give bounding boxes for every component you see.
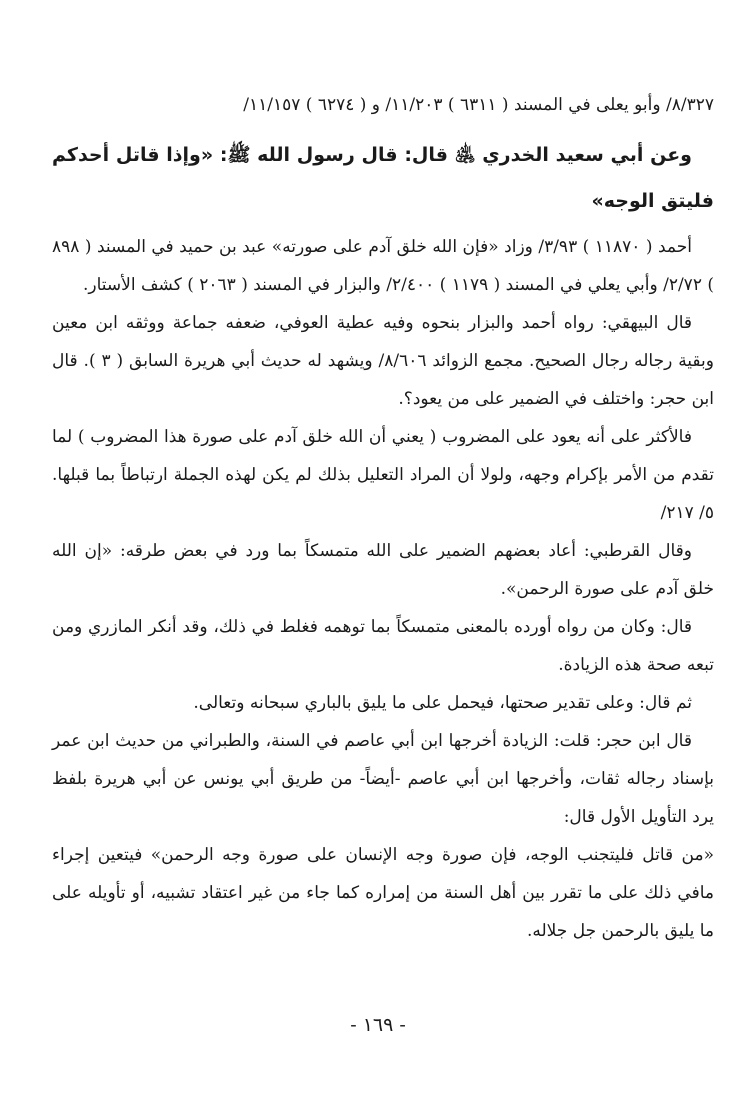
ibn-hajar-paragraph: قال ابن حجر: قلت: الزيادة أخرجها ابن أبي عاصم في السنة، والطبراني من حديث ابن عمر بإسناد رجاله ثقات، وأخرجها ابن أبي عاصم -أيضاً- من طريق أبي يونس عن أبي هريرة بلفظ يرد التأويل الأول قال: bbox=[52, 731, 714, 827]
closing-paragraph: «من قاتل فليتجنب الوجه، فإن صورة وجه الإنسان على صورة وجه الرحمن» فيتعين إجراء مافي ذلك على ما تقرر بين أهل السنة من إمراره كما جاء من غير اعتقاد تشبيه، أو تأويله على ما يليق بالرحمن جل جلاله. bbox=[52, 845, 714, 941]
majority-opinion-paragraph: فالأكثر على أنه يعود على المضروب ( يعني أن الله خلق آدم على صورة هذا المضروب ) لما تقدم من الأمر بإكرام وجهه، ولولا أن المراد التعليل بذلك لم يكن لهذه الجملة ارتباطاً بما قبلها. ٥/ ٢١٧/ bbox=[52, 427, 714, 523]
qurtubi-paragraph: وقال القرطبي: أعاد بعضهم الضمير على الله متمسكاً بما ورد في بعض طرقه: «إن الله خلق آدم على صورة الرحمن». bbox=[52, 541, 714, 599]
authenticity-paragraph: ثم قال: وعلى تقدير صحتها، فيحمل على ما يليق بالباري سبحانه وتعالى. bbox=[193, 693, 692, 713]
bayhaqi-commentary-paragraph: قال البيهقي: رواه أحمد والبزار بنحوه وفيه عطية العوفي، ضعفه جماعة ووثقه ابن معين وبقية رجاله رجال الصحيح. مجمع الزوائد ٨/٦٠٦/ ويشهد له حديث أبي هريرة السابق ( ٣ ). قال ابن حجر: واختلف في الضمير على من يعود؟. bbox=[52, 313, 714, 409]
narration-by-meaning-paragraph: قال: وكان من رواه أورده بالمعنى متمسكاً بما توهمه فغلط في ذلك، وقد أنكر المازري ومن تبعه صحة هذه الزيادة. bbox=[52, 617, 714, 675]
takhrij-paragraph: أحمد ( ١١٨٧٠ ) ٣/٩٣/ وزاد «فإن الله خلق آدم على صورته» عبد بن حميد في المسند ( ٨٩٨ ) ٢/٧٢/ وأبي يعلي في المسند ( ١١٧٩ ) ٢/٤٠٠/ والبزار في المسند ( ٢٠٦٣ ) كشف الأستار. bbox=[52, 237, 714, 295]
hadith-text: وعن أبي سعيد الخدري ﵁ قال: قال رسول الله ﷺ: «وإذا قاتل أحدكم فليتق الوجه» bbox=[52, 144, 714, 212]
page-body bbox=[52, 82, 714, 950]
page-number: - ١٦٩ - bbox=[350, 1014, 406, 1036]
citation-continuation: ٨/٣٢٧/ وأبو يعلى في المسند ( ٦٣١١ ) ١١/٢٠٣/ و ( ٦٢٧٤ ) ١١/١٥٧/ bbox=[243, 95, 714, 115]
